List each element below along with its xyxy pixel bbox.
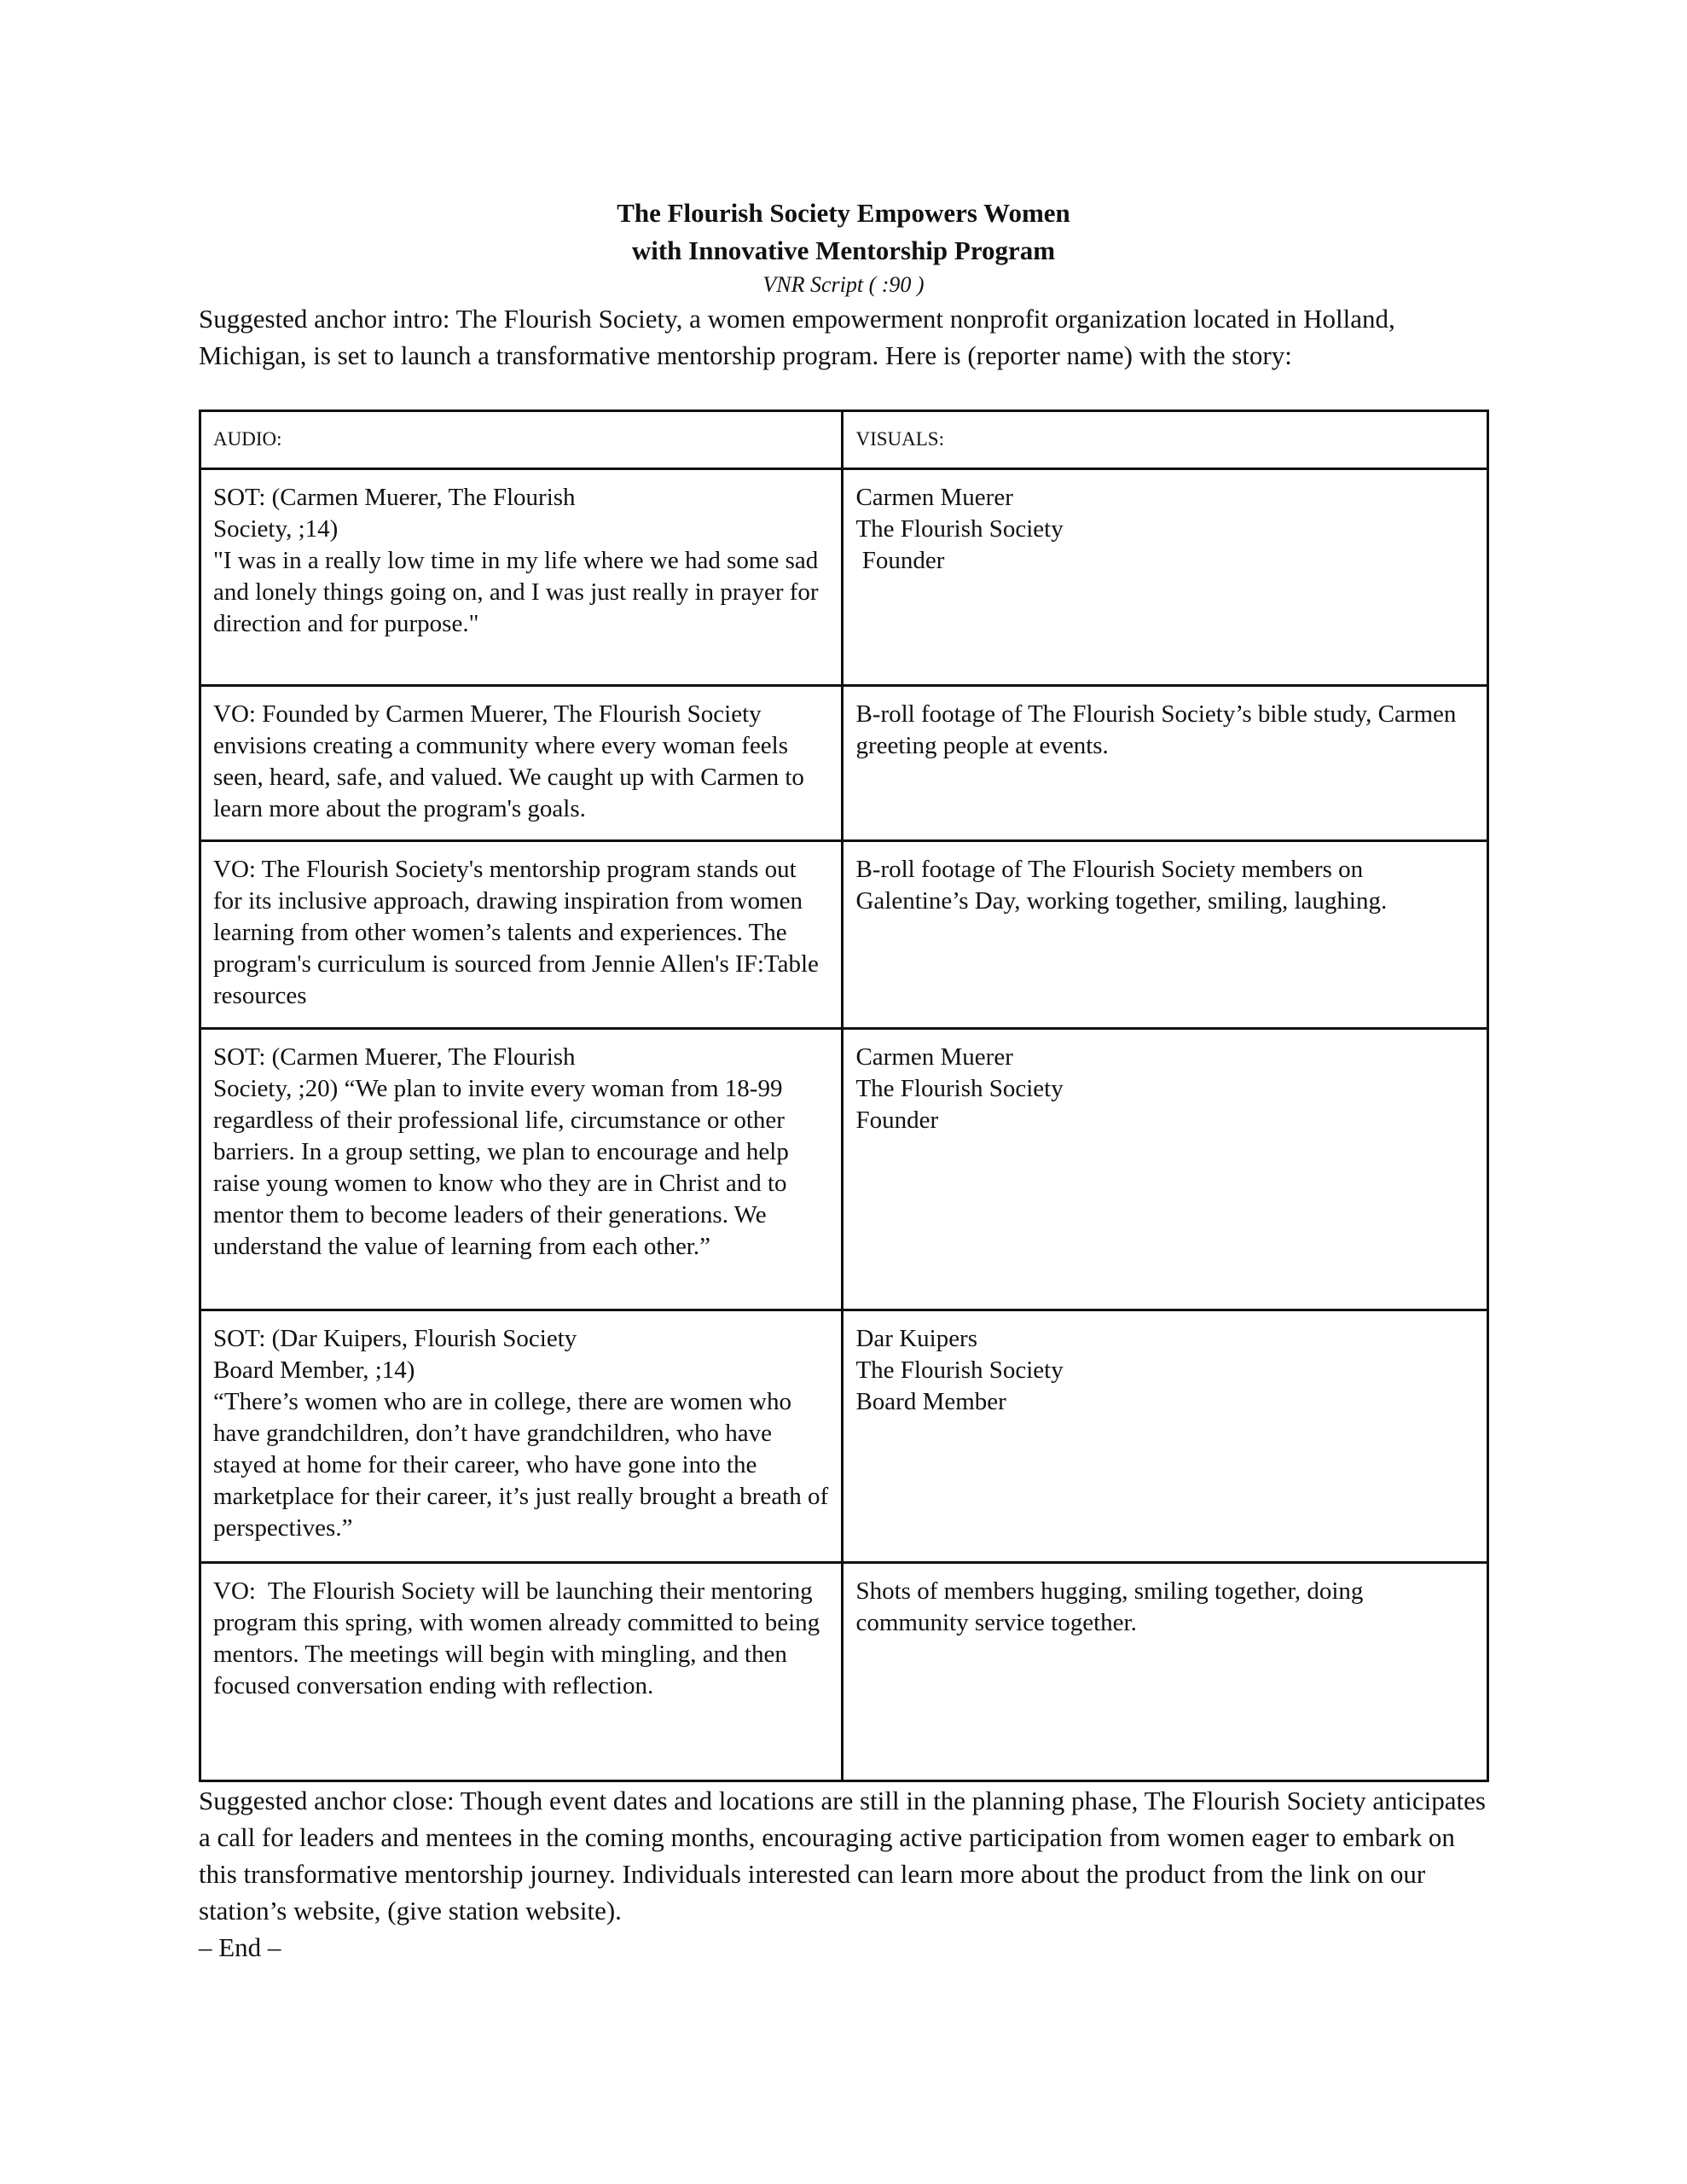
title-line-2: with Innovative Mentorship Program <box>631 235 1056 265</box>
table-header-row <box>200 411 1488 469</box>
table-row <box>200 1563 1488 1781</box>
anchor-close: Suggested anchor close: Though event dates and locations are still in the planning phase, The Flourish Society anticipates a call for leaders and mentees in the coming months, encouraging active participation from women eager to embark on this transformative mentorship journey. Individuals interested can learn more about the product from the link on our station’s website, (give station website). <box>199 1786 1486 1926</box>
script-table <box>199 410 1489 1782</box>
visuals-text: B-roll footage of The Flourish Society members on Galentine’s Day, working together, smiling, laughing. <box>855 856 1388 915</box>
table-row <box>200 841 1488 1029</box>
audio-text: SOT: (Carmen Muerer, The Flourish Society, ;20) “We plan to invite every woman from 18-99 regardless of their professional life, circumstance or other barriers. In a group setting, we plan to encourage and help raise young women to know who they are in Christ and to mentor them to become leaders of their generations. We understand the value of learning from each other.” <box>213 1043 789 1260</box>
visuals-text: B-roll footage of The Flourish Society’s bible study, Carmen greeting people at events. <box>855 700 1463 759</box>
visuals-cell <box>843 469 1488 686</box>
script-subtitle: VNR Script ( :90 ) <box>762 272 925 297</box>
visuals-cell <box>843 1310 1488 1563</box>
end-marker: – End – <box>199 1932 281 1962</box>
visuals-cell <box>843 1029 1488 1310</box>
visuals-header: VISUALS: <box>843 411 1488 469</box>
visuals-text: Shots of members hugging, smiling together, doing community service together. <box>855 1577 1370 1636</box>
audio-text: SOT: (Dar Kuipers, Flourish Society Board Member, ;14) “There’s women who are in college, there are women who have grandchildren, don’t have grandchildren, who have stayed at home for their career, who have gone into the marketplace for their career, it’s just really brought a breath of perspectives.” <box>213 1325 829 1542</box>
visuals-cell <box>843 841 1488 1029</box>
visuals-cell <box>843 1563 1488 1781</box>
visuals-text: Dar Kuipers The Flourish Society Board Member <box>855 1325 1064 1415</box>
audio-text: SOT: (Carmen Muerer, The Flourish Society, ;14) "I was in a really low time in my life where we had some sad and lonely things going on, and I was just really in prayer for direction and for purpose." <box>213 484 819 637</box>
table-row <box>200 1029 1488 1310</box>
audio-cell <box>200 469 843 686</box>
audio-text: VO: Founded by Carmen Muerer, The Flourish Society envisions creating a community where every woman feels seen, heard, safe, and valued. We caught up with Carmen to learn more about the program's goals. <box>213 700 811 822</box>
document-body <box>199 195 1488 1966</box>
audio-cell <box>200 1563 843 1781</box>
title-line-1: The Flourish Society Empowers Women <box>617 198 1070 228</box>
table-row <box>200 686 1488 841</box>
visuals-text: Carmen Muerer The Flourish Society Founder <box>855 1043 1064 1134</box>
audio-text: VO: The Flourish Society's mentorship program stands out for its inclusive approach, drawing inspiration from women learning from other women’s talents and experiences. The program's curriculum is sourced from Jennie Allen's IF:Table resources <box>213 856 826 1009</box>
visuals-cell <box>843 686 1488 841</box>
audio-header: AUDIO: <box>200 411 843 469</box>
table-row <box>200 469 1488 686</box>
audio-cell <box>200 1310 843 1563</box>
audio-cell <box>200 1029 843 1310</box>
anchor-intro: Suggested anchor intro: The Flourish Society, a women empowerment nonprofit organization located in Holland, Michigan, is set to launch a transformative mentorship program. Here is (reporter name) with the story: <box>199 304 1395 370</box>
audio-text: VO: The Flourish Society will be launching their mentoring program this spring, with women already committed to being mentors. The meetings will begin with mingling, and then focused conversation ending with reflection. <box>213 1577 826 1699</box>
table-row <box>200 1310 1488 1563</box>
audio-cell <box>200 841 843 1029</box>
visuals-text: Carmen Muerer The Flourish Society Founder <box>855 484 1064 574</box>
audio-cell <box>200 686 843 841</box>
